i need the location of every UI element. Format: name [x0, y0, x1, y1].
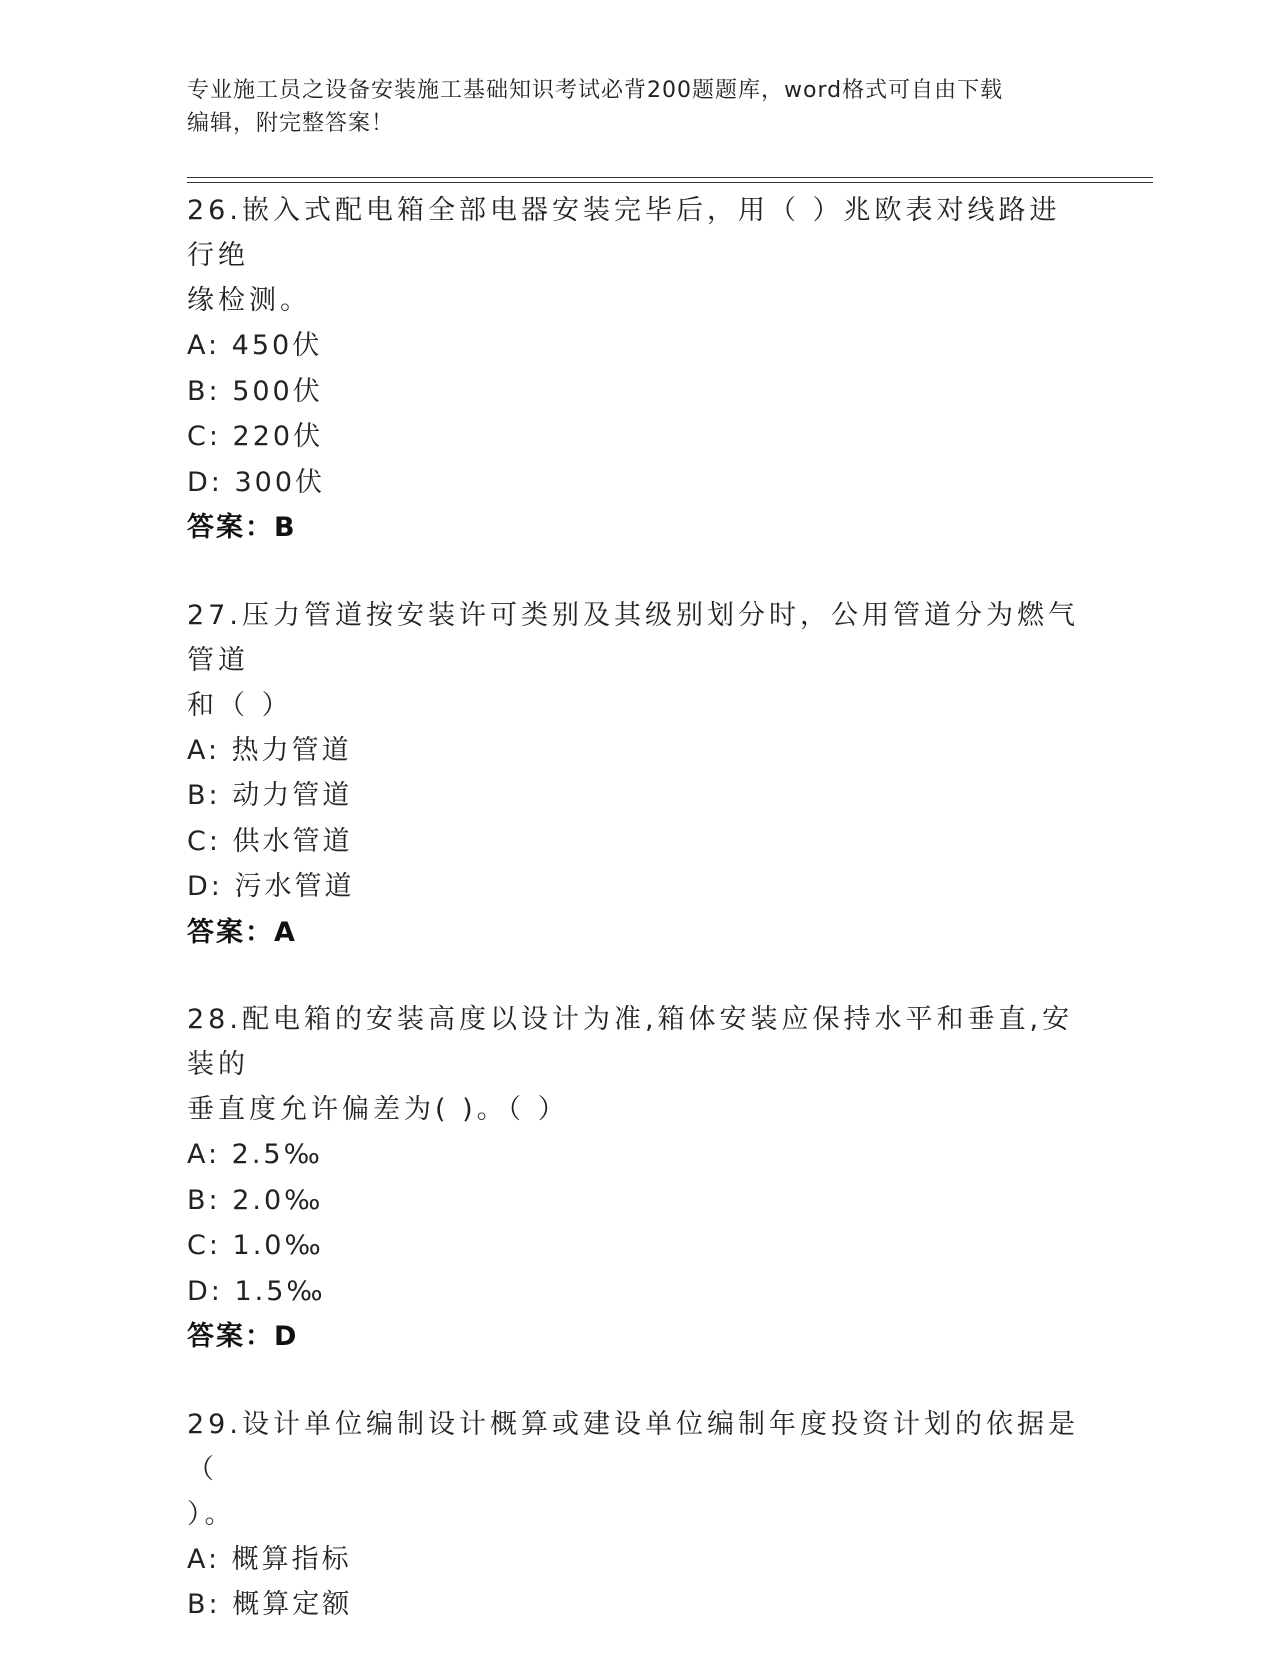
stem-line-1: 28.配电箱的安装高度以设计为准,箱体安装应保持水平和垂直,安装的 — [187, 1004, 1074, 1080]
header-line-2: 编辑，附完整答案！ — [187, 111, 395, 136]
stem-line-2: ）。 — [187, 1498, 236, 1530]
question-27 — [187, 593, 1087, 956]
question-28 — [187, 997, 1087, 1360]
question-stem — [187, 188, 1087, 323]
question-list — [187, 188, 1087, 1670]
question-stem — [187, 1402, 1087, 1537]
stem-line-1: 27.压力管道按安装许可类别及其级别划分时，公用管道分为燃气管道 — [187, 599, 1079, 676]
header-divider-top — [187, 177, 1153, 178]
answer: 答案：A — [187, 916, 297, 948]
option-d: D: 300伏 — [187, 466, 326, 498]
option-b: B: 2.0‰ — [187, 1184, 324, 1216]
option-a: A: 2.5‰ — [187, 1139, 323, 1170]
option-b: B: 动力管道 — [187, 780, 353, 811]
option-c: C: 220伏 — [187, 421, 324, 452]
question-29 — [187, 1402, 1087, 1628]
document-header — [187, 74, 1087, 140]
header-divider-bottom — [187, 182, 1153, 183]
stem-line-2: 和（ ） — [187, 689, 293, 721]
option-d: D: 1.5‰ — [187, 1275, 326, 1307]
option-b: B: 500伏 — [187, 375, 323, 407]
option-c: C: 1.0‰ — [187, 1230, 324, 1261]
option-b: B: 概算定额 — [187, 1589, 353, 1620]
option-a: A: 450伏 — [187, 330, 323, 361]
option-c: C: 供水管道 — [187, 825, 353, 857]
stem-line-1: 26.嵌入式配电箱全部电器安装完毕后，用（ ）兆欧表对线路进行绝 — [187, 195, 1061, 271]
option-a: A: 热力管道 — [187, 734, 352, 766]
question-stem — [187, 593, 1087, 728]
option-d: D: 污水管道 — [187, 871, 355, 902]
header-line-1: 专业施工员之设备安装施工基础知识考试必背200题题库，word格式可自由下载 — [187, 78, 1004, 103]
question-26 — [187, 188, 1087, 551]
stem-line-2: 缘检测。 — [187, 285, 311, 316]
answer: 答案：D — [187, 1321, 299, 1352]
stem-line-1: 29.设计单位编制设计概算或建设单位编制年度投资计划的依据是（ — [187, 1408, 1079, 1485]
answer: 答案：B — [187, 512, 297, 543]
stem-line-2: 垂直度允许偏差为( )。（ ） — [187, 1094, 569, 1125]
question-stem — [187, 997, 1087, 1132]
option-a: A: 概算指标 — [187, 1543, 352, 1575]
